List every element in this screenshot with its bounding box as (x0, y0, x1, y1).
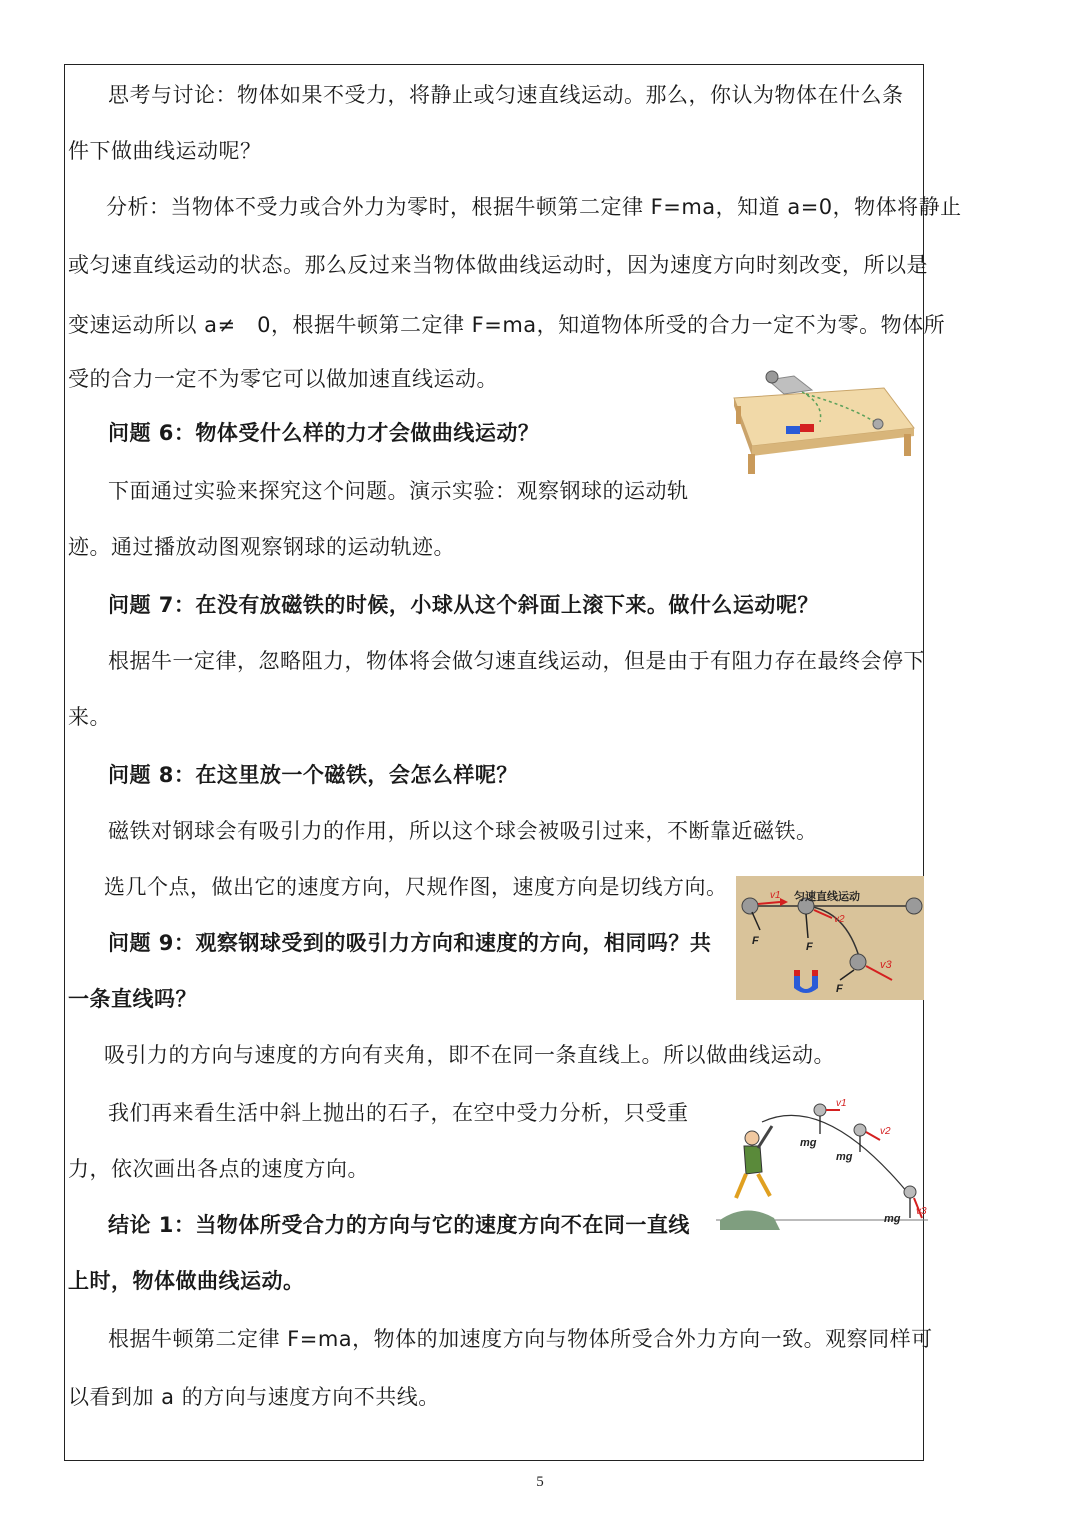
projectile-throw-figure (716, 1090, 928, 1236)
text-line: 选几个点，做出它的速度方向，尺规作图，速度方向是切线方向。 (104, 875, 728, 899)
svg-text:v2: v2 (834, 914, 845, 925)
text-line: 受的合力一定不为零它可以做加速直线运动。 (68, 367, 498, 391)
svg-text:v3: v3 (880, 959, 892, 971)
text-line: 或匀速直线运动的状态。那么反过来当物体做曲线运动时，因为速度方向时刻改变，所以是 (68, 253, 928, 277)
conclusion-heading: 上时，物体做曲线运动。 (68, 1269, 305, 1293)
text-line: 思考与讨论：物体如果不受力，将静止或匀速直线运动。那么，你认为物体在什么条 (108, 83, 904, 107)
svg-text:v1: v1 (770, 890, 781, 901)
text-line: 件下做曲线运动呢？ (68, 139, 262, 163)
svg-text:mg: mg (884, 1213, 901, 1225)
svg-text:v1: v1 (836, 1098, 847, 1109)
question-heading: 问题 6：物体受什么样的力才会做曲线运动？ (108, 421, 540, 445)
svg-text:mg: mg (800, 1137, 817, 1149)
text-line: 下面通过实验来探究这个问题。演示实验：观察钢球的运动轨 (108, 479, 689, 503)
question-heading: 问题 7：在没有放磁铁的时候，小球从这个斜面上滚下来。做什么运动呢？ (108, 593, 819, 617)
svg-text:mg: mg (836, 1151, 853, 1163)
text-line: 迹。通过播放动图观察钢球的运动轨迹。 (68, 535, 455, 559)
table-experiment-figure (724, 360, 918, 478)
svg-text:F: F (806, 941, 813, 953)
conclusion-heading: 结论 1：当物体所受合力的方向与它的速度方向不在同一直线 (108, 1213, 690, 1237)
svg-text:F: F (836, 983, 843, 995)
text-line: 根据牛顿第二定律 F=ma，物体的加速度方向与物体所受合外力方向一致。观察同样可 (108, 1327, 933, 1351)
text-line: 以看到加 a 的方向与速度方向不共线。 (68, 1385, 440, 1409)
text-line: 分析：当物体不受力或合外力为零时，根据牛顿第二定律 F=ma，知道 a=0，物体将静止 (106, 195, 962, 219)
text-line: 变速运动所以 a≠ 0，根据牛顿第二定律 F=ma，知道物体所受的合力一定不为零。物体所 (68, 313, 946, 337)
svg-text:F: F (752, 935, 759, 947)
svg-text:匀速直线运动: 匀速直线运动 (794, 891, 860, 903)
text-line: 根据牛一定律，忽略阻力，物体将会做匀速直线运动，但是由于有阻力存在最终会停下 (108, 649, 925, 673)
page-number: 5 (536, 1474, 544, 1490)
question-heading: 问题 8：在这里放一个磁铁，会怎么样呢？ (108, 763, 518, 787)
svg-text:v3: v3 (916, 1206, 927, 1217)
text-line: 力，依次画出各点的速度方向。 (68, 1157, 369, 1181)
text-line: 吸引力的方向与速度的方向有夹角，即不在同一条直线上。所以做曲线运动。 (104, 1043, 835, 1067)
magnet-deflection-figure (736, 876, 924, 1000)
svg-text:v2: v2 (880, 1126, 891, 1137)
text-line: 我们再来看生活中斜上抛出的石子，在空中受力分析，只受重 (108, 1101, 689, 1125)
text-line: 来。 (68, 705, 111, 729)
text-line: 磁铁对钢球会有吸引力的作用，所以这个球会被吸引过来，不断靠近磁铁。 (108, 819, 818, 843)
question-heading: 问题 9：观察钢球受到的吸引力方向和速度的方向，相同吗？共 (108, 931, 712, 955)
question-heading: 一条直线吗？ (68, 987, 197, 1011)
